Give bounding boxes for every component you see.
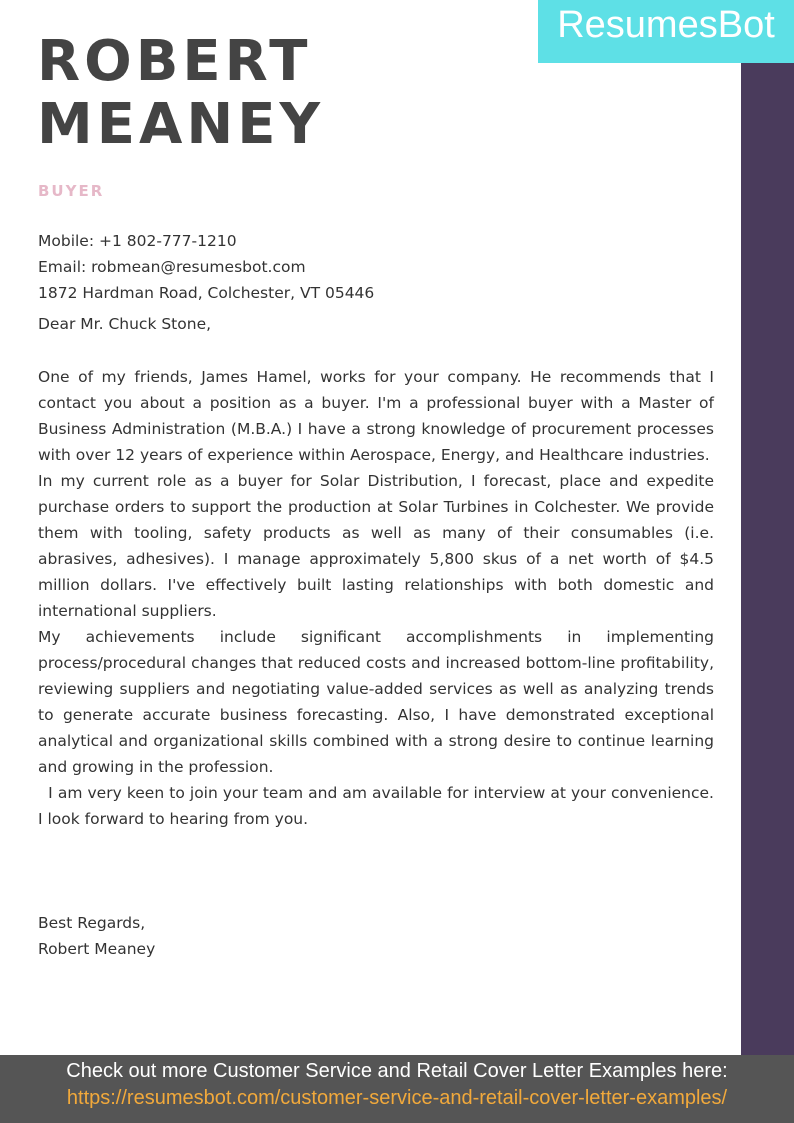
job-title: BUYER: [38, 182, 105, 200]
paragraph-intro: One of my friends, James Hamel, works for your company. He recommends that I contact you about a position as a buyer. I'm a professional buyer with a Master of Business Administration (M.B.A.) I have a strong knowledge of procurement processes with over 12 years of experience within Aerospace, Energy, and Healthcare industries.: [38, 368, 714, 464]
last-name: MEANEY: [37, 92, 324, 157]
applicant-name: [37, 30, 324, 156]
paragraph-closing: I am very keen to join your team and am available for interview at your convenience. I look forward to hearing from you.: [38, 784, 719, 828]
first-name: ROBERT: [37, 29, 312, 94]
contact-block: [38, 228, 374, 306]
contact-address: 1872 Hardman Road, Colchester, VT 05446: [38, 284, 375, 302]
salutation: Dear Mr. Chuck Stone,: [38, 315, 212, 333]
signature: Robert Meaney: [38, 940, 156, 958]
paragraph-achievements: My achievements include significant accomplishments in implementing process/procedural changes that reduced costs and increased bottom-line profitability, reviewing suppliers and negotiating value-added services as well as analyzing trends to generate accurate business forecasting. Also, I have demonstrated exceptional analytical and organizational skills combined with a strong desire to continue learning and growing in the profession.: [38, 628, 714, 776]
closing-block: [38, 910, 155, 962]
contact-mobile: Mobile: +1 802-777-1210: [38, 232, 237, 250]
contact-email: Email: robmean@resumesbot.com: [38, 258, 306, 276]
closing-phrase: Best Regards,: [38, 914, 146, 932]
decorative-sidebar: [741, 63, 794, 1055]
paragraph-current-role: In my current role as a buyer for Solar Distribution, I forecast, place and expedite purchase orders to support the production at Solar Turbines in Colchester. We provide them with tooling, safety products as well as many of their consumables (i.e. abrasives, adhesives). I manage approximately 5,800 skus of a net worth of $4.5 million dollars. I've effectively built lasting relationships with both domestic and international suppliers.: [38, 472, 714, 620]
footer-link[interactable]: https://resumesbot.com/customer-service-and-retail-cover-letter-examples/: [66, 1087, 728, 1109]
footer-banner: [0, 1055, 794, 1123]
footer-promo-text: Check out more Customer Service and Retail Cover Letter Examples here:: [66, 1060, 728, 1082]
letter-body: [38, 364, 719, 832]
brand-name: ResumesBot: [557, 4, 775, 46]
brand-logo: [538, 0, 794, 63]
